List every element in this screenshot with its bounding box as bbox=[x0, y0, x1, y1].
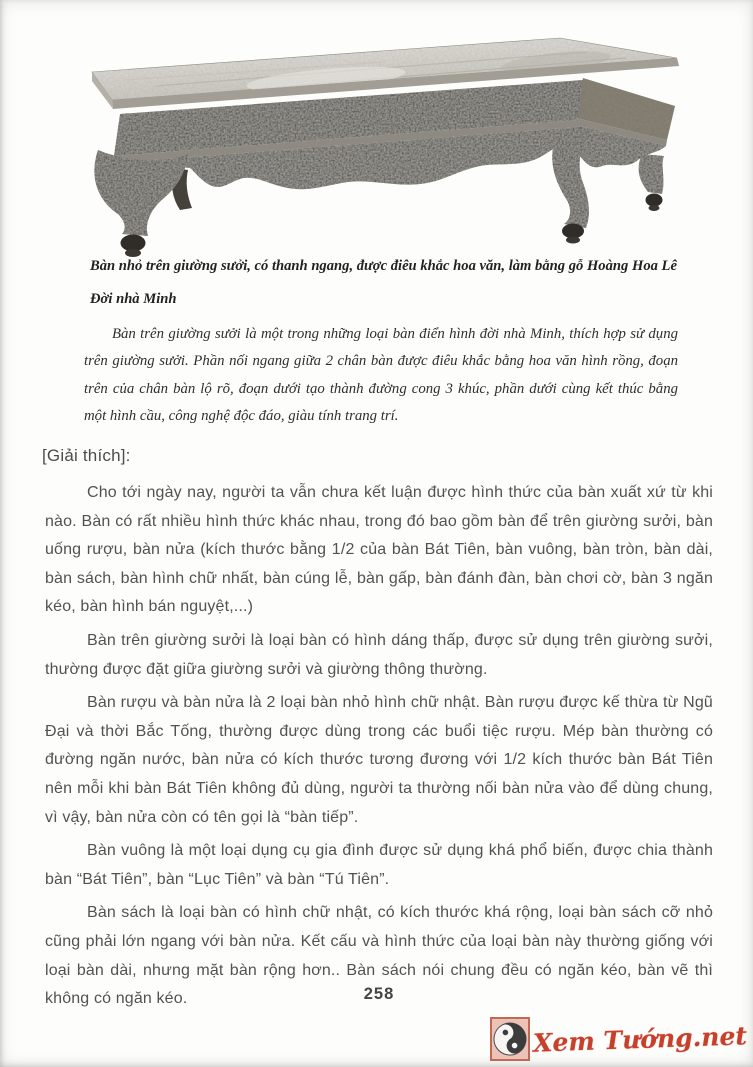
kang-table-illustration bbox=[86, 24, 708, 258]
watermark bbox=[490, 1017, 747, 1061]
body-text bbox=[45, 479, 713, 1019]
section-label: [Giải thích]: bbox=[42, 446, 131, 465]
paragraph: Bàn trên giường sưởi là loại bàn có hình dáng thấp, được sử dụng trên giường sưởi, thường được đặt giữa giường sưởi và giường thông thường. bbox=[45, 631, 713, 678]
yin-yang-icon bbox=[490, 1017, 530, 1061]
photo-description: Bàn trên giường sưởi là một trong những loại bàn điển hình đời nhà Minh, thích hợp sử dụng trên giường sưởi. Phần nối ngang giữa 2 chân bàn được điêu khắc bằng hoa văn hình rồng, đoạn trên của chân bàn lộ rõ, đoạn dưới tạo thành đường cong 3 khúc, phần dưới cùng kết thúc bằng một hình cầu, công nghệ độc đáo, giàu tính trang trí. bbox=[84, 326, 678, 424]
watermark-text: Xem Tướng.net bbox=[532, 1020, 748, 1058]
paragraph: Cho tới ngày nay, người ta vẫn chưa kết luận được hình thức của bàn xuất xứ từ khi nào. Bàn có rất nhiều hình thức khác nhau, trong đó bao gồm bàn để trên giường sưởi, bàn uống rượu, bàn nửa (kích thước bằng 1/2 của bàn Bát Tiên, bàn vuông, bàn tròn, bàn dài, bàn sách, bàn hình chữ nhất, bàn cúng lễ, bàn gấp, bàn đánh đàn, bàn chơi cờ, bàn 3 ngăn kéo, bàn hình bán nguyệt,...) bbox=[45, 484, 713, 616]
paragraph: Bàn vuông là một loại dụng cụ gia đình được sử dụng khá phổ biến, được chia thành bàn “Bát Tiên”, bàn “Lục Tiên” và bàn “Tú Tiên”. bbox=[45, 842, 713, 888]
page-number: 258 bbox=[363, 985, 395, 1003]
table-right-apron bbox=[575, 78, 675, 167]
caption-era: Đời nhà Minh bbox=[90, 291, 177, 307]
caption-title: Bàn nhỏ trên giường sưởi, có thanh ngang, được điêu khắc hoa văn, làm bằng gỗ Hoàng Hoa Lê bbox=[90, 258, 677, 274]
photo-caption bbox=[90, 256, 682, 309]
paragraph: Bàn rượu và bàn nửa là 2 loại bàn nhỏ hình chữ nhật. Bàn rượu được kế thừa từ Ngũ Đại và thời Bắc Tống, thường được dùng trong các buổi tiệc rượu. Mép bàn thường có đường ngăn nước, bàn nửa có kích thước tương đương với 1/2 kích thước bàn Bát Tiên nên mỗi khi bàn Bát Tiên không đủ dùng, người ta thường nối bàn nửa vào để dùng chung, vì vậy, bàn nửa còn có tên gọi là “bàn tiếp”. bbox=[45, 694, 713, 826]
table-photo bbox=[86, 24, 708, 258]
paragraph: Bàn sách là loại bàn có hình chữ nhật, có kích thước khá rộng, loại bàn sách cỡ nhỏ cũng phải lớn ngang với bàn nửa. Kết cấu và hình thức của loại bàn này thường giống với loại bàn dài, nhưng mặt bàn rộng hơn.. Bàn sách nói chung đều có ngăn kéo, bàn vẽ thì không có ngăn kéo. bbox=[45, 904, 713, 1008]
